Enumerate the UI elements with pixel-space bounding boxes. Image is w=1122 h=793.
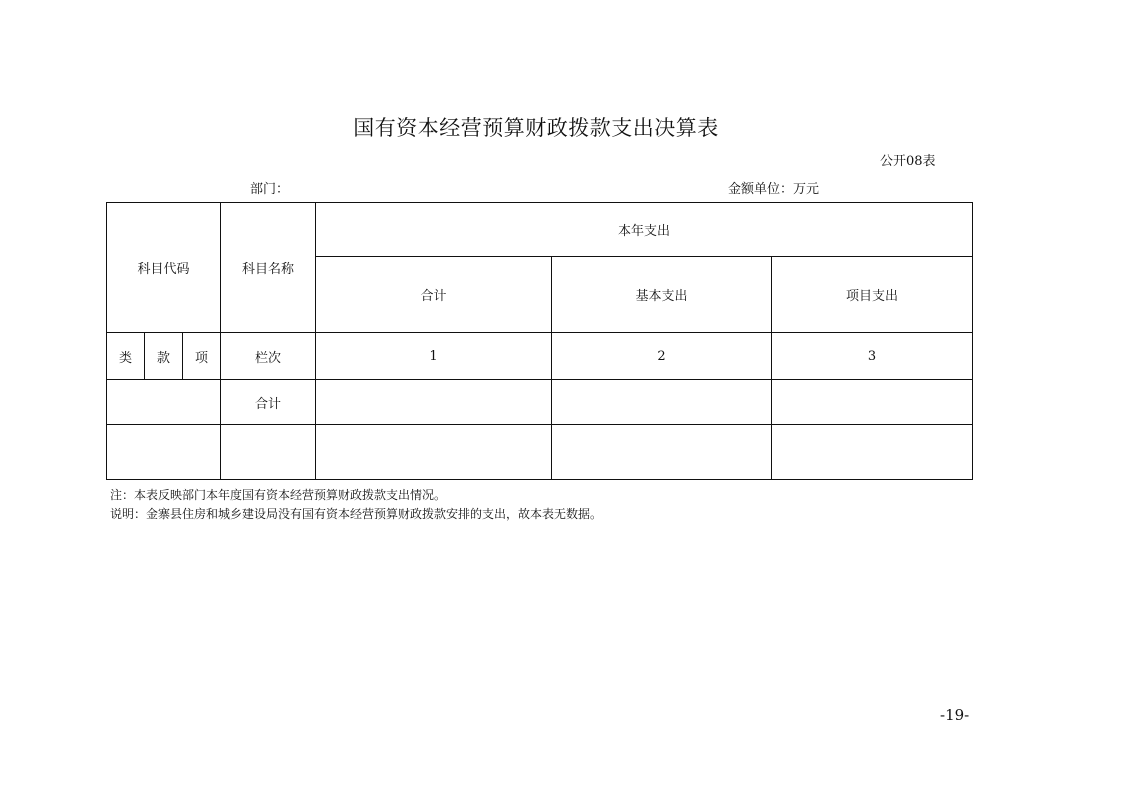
total-row-project <box>772 380 973 425</box>
header-subject-code: 科目代码 <box>107 203 221 333</box>
total-row-label: 合计 <box>221 380 316 425</box>
expenditure-table <box>106 202 973 480</box>
form-number: 公开08表 <box>880 154 936 169</box>
header-total: 合计 <box>316 257 552 333</box>
header-project-expenditure: 项目支出 <box>772 257 973 333</box>
explanation-text: 说明：金寨县住房和城乡建设局没有国有资本经营预算财政拨款安排的支出，故本表无数据。 <box>110 507 603 521</box>
index-category: 类 <box>107 333 145 380</box>
index-item: 项 <box>183 333 221 380</box>
total-row-code <box>107 380 221 425</box>
header-subject-name: 科目名称 <box>221 203 316 333</box>
page-number: -19- <box>940 706 970 724</box>
row-code <box>107 425 221 480</box>
total-row-basic <box>552 380 772 425</box>
index-col-2: 2 <box>552 333 772 380</box>
table-row <box>107 425 973 480</box>
row-project <box>772 425 973 480</box>
index-col-3: 3 <box>772 333 973 380</box>
department-label: 部门： <box>250 182 290 197</box>
header-basic-expenditure: 基本支出 <box>552 257 772 333</box>
header-row-top <box>107 203 973 257</box>
amount-unit-label: 金额单位：万元 <box>728 182 820 197</box>
index-col-1: 1 <box>316 333 552 380</box>
row-basic <box>552 425 772 480</box>
note-text: 注：本表反映部门本年度国有资本经营预算财政拨款支出情况。 <box>110 488 447 502</box>
header-current-year-expenditure: 本年支出 <box>316 203 973 257</box>
index-row <box>107 333 973 380</box>
row-name <box>221 425 316 480</box>
total-row <box>107 380 973 425</box>
page-title: 国有资本经营预算财政拨款支出决算表 <box>353 116 719 140</box>
notes <box>110 486 602 524</box>
index-column-label: 栏次 <box>221 333 316 380</box>
total-row-total <box>316 380 552 425</box>
row-total <box>316 425 552 480</box>
index-section: 款 <box>145 333 183 380</box>
